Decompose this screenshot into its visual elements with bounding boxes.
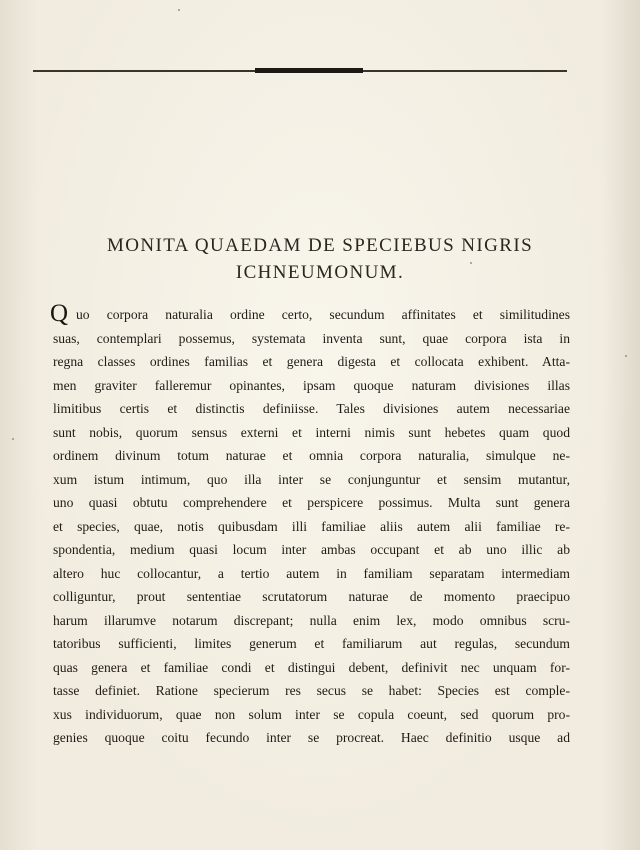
text-line-1	[50, 300, 570, 327]
text-line-9: uno quasi obtutu comprehendere et perspicere possimus. Multa sunt genera	[53, 495, 570, 510]
text-line-15: tatoribus sufficienti, limites generum et familiarum aut regulas, secundum	[53, 636, 570, 651]
text-line-8: xum istum intimum, quo illa inter se conjunguntur et sensim mutantur,	[53, 471, 570, 487]
paper-speck	[625, 355, 627, 357]
paper-speck	[470, 262, 472, 264]
text-line-2: suas, contemplari possemus, systemata inventa sunt, quae corpora ista in	[53, 330, 570, 346]
text-line-7: ordinem divinum totum naturae et omnia corpora naturalia, simulque ne-	[53, 448, 570, 463]
text-line-17: tasse definiet. Ratione specierum res secus se habet: Species est comple-	[53, 683, 570, 698]
text-line-13: colliguntur, prout sententiae scrutatorum naturae de momento praecipuo	[53, 589, 570, 604]
text-line-11: spondentia, medium quasi locum inter ambas occupant et ab uno illic ab	[53, 542, 570, 557]
paper-speck	[12, 438, 14, 440]
paper-speck	[178, 9, 180, 11]
text-line-5: limitibus certis et distinctis definiisse. Tales divisiones autem necessariae	[53, 401, 570, 416]
drop-cap: Q	[50, 300, 69, 327]
text-line-12: altero huc collocantur, a tertio autem in familiam separatam intermediam	[53, 565, 570, 581]
text-line-6: sunt nobis, quorum sensus externi et interni nimis sunt hebetes quam quod	[53, 424, 570, 440]
text-line-14: harum illarumve notarum discrepant; nulla enim lex, modo omnibus scru-	[53, 612, 570, 628]
header-rule-ornament	[255, 68, 363, 73]
text-line-4: men graviter falleremur opinantes, ipsam quoque naturam divisiones illas	[53, 377, 570, 393]
text-line-19: genies quoque coitu fecundo inter se procreat. Haec definitio usque ad	[53, 730, 570, 745]
body-paragraph	[50, 300, 570, 750]
text-line-18: xus individuorum, quae non solum inter se copula coeunt, sed quorum pro-	[53, 706, 570, 722]
chapter-title-line-2: ICHNEUMONUM.	[235, 262, 405, 283]
text-line-16: quas genera et familiae condi et distingui debent, definivit nec unquam for-	[53, 659, 570, 675]
text-line-10: et species, quae, notis quibusdam illi familiae aliis autem alii familiae re-	[53, 518, 570, 534]
chapter-title-line-1: MONITA QUAEDAM DE SPECIEBUS NIGRIS	[106, 235, 534, 256]
text-line-3: regna classes ordines familias et genera digesta et collocata exhibent. Atta-	[53, 354, 570, 369]
first-line-text: uo corpora naturalia ordine certo, secundum affinitates et similitudines	[76, 307, 570, 322]
